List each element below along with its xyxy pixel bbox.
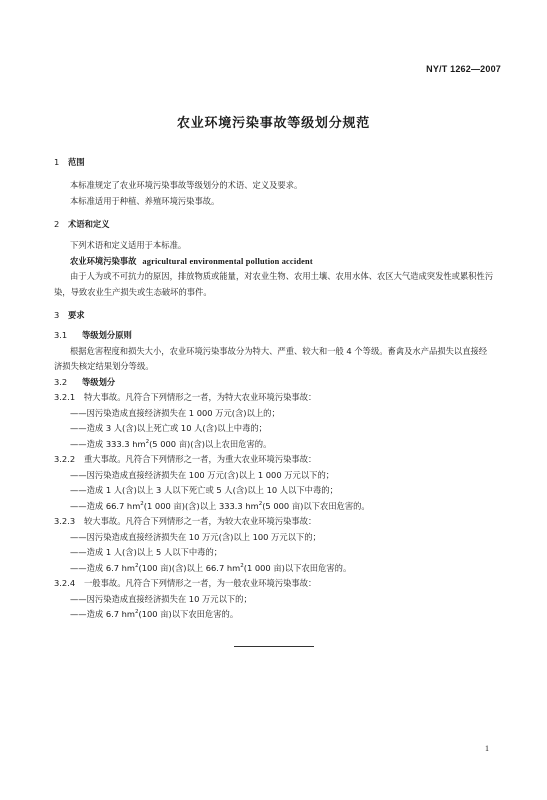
- page-number: 1: [485, 744, 489, 753]
- clause-3-2-2: [54, 452, 494, 468]
- subsection-title: 等级划分: [82, 376, 116, 387]
- section-number: 2: [54, 219, 60, 229]
- clause-number: 3.2.3: [54, 516, 76, 526]
- clause-lead: 特大事故。凡符合下列情形之一者，为特大农业环境污染事故：: [84, 392, 317, 402]
- clause-number: 3.2.1: [54, 392, 76, 402]
- clause-3-2-3: [54, 514, 494, 530]
- section-2-body: [54, 238, 494, 300]
- paragraph: 本标准规定了农业环境污染事故等级划分的术语、定义及要求。: [70, 180, 303, 190]
- superscript: 2: [240, 562, 244, 569]
- paragraph: 本标准适用于种植、养殖环境污染事故。: [70, 195, 220, 206]
- section-number: 3: [54, 310, 60, 320]
- text: (5 000 亩)(含)以上农田危害的。: [149, 438, 272, 449]
- section-title: 术语和定义: [68, 219, 110, 229]
- list-item: [54, 437, 494, 453]
- list-item: [54, 499, 494, 515]
- superscript: 2: [135, 609, 139, 616]
- paragraph: 根据危害程度和损失大小，农业环境污染事故分为特大、严重、较大和一般 4 个等级。畜禽及水产品损失以直接经济损失核定结果划分等级。: [54, 345, 488, 371]
- superscript: 2: [258, 500, 263, 507]
- text: (5 000 亩)以下农田危害的。: [262, 500, 370, 511]
- term-chinese: 农业环境污染事故: [70, 255, 137, 266]
- clause-lead: 一般事故。凡符合下列情形之一者，为一般农业环境污染事故：: [84, 578, 317, 588]
- list-item: ——因污染造成直接经济损失在 10 万元(含)以上 100 万元以下的；: [70, 531, 321, 542]
- text: ——造成 66.7 hm: [70, 500, 141, 511]
- text: (100 亩)(含)以上 66.7 hm: [138, 562, 241, 573]
- list-item: ——造成 1 人(含)以上 3 人以下死亡或 5 人(含)以上 10 人以下中毒的；: [70, 485, 338, 495]
- standard-code: NY/T 1262—2007: [426, 64, 501, 74]
- clause-number: 3.2.4: [54, 578, 76, 588]
- subsection-number: 3.1: [54, 330, 68, 340]
- section-3-body: [54, 328, 494, 623]
- list-item: ——造成 1 人(含)以上 5 人以下中毒的；: [70, 547, 223, 557]
- term-entry: [54, 254, 494, 270]
- section-1-body: [54, 178, 494, 209]
- subsection-3-2-heading: [54, 375, 494, 391]
- subsection-3-1-heading: [54, 328, 494, 344]
- subsection-number: 3.2: [54, 376, 68, 387]
- term-definition: 由于人为或不可抗力的原因，排放物质或能量，对农业生物、农用土壤、农用水体、农区大气造成突发性或累积性污染，导致农业生产损失或生态破坏的事件。: [54, 271, 494, 297]
- list-item: ——因污染造成直接经济损失在 10 万元以下的；: [70, 593, 252, 604]
- subsection-title: 等级划分原则: [82, 330, 132, 340]
- text: (1 000 亩)(含)以上 333.3 hm: [143, 500, 259, 511]
- term-english: agricultural environmental pollution accident: [142, 256, 313, 266]
- list-item: ——造成 3 人(含)以上死亡或 10 人(含)以上中毒的；: [70, 423, 267, 433]
- clause-lead: 较大事故。凡符合下列情形之一者，为较大农业环境污染事故：: [84, 516, 317, 526]
- document-title: 农业环境污染事故等级划分规范: [176, 116, 371, 131]
- section-number: 1: [54, 157, 60, 167]
- superscript: 2: [145, 438, 150, 445]
- end-rule: [234, 646, 314, 647]
- text: ——造成 6.7 hm: [70, 562, 135, 573]
- section-title: 范围: [68, 157, 85, 167]
- text: (100 亩)以下农田危害的。: [138, 609, 239, 619]
- clause-lead: 重大事故。凡符合下列情形之一者，为重大农业环境污染事故：: [84, 454, 317, 464]
- list-item: ——因污染造成直接经济损失在 100 万元(含)以上 1 000 万元以下的；: [70, 469, 335, 480]
- section-title: 要求: [68, 310, 85, 320]
- section-2-heading: [54, 218, 110, 230]
- superscript: 2: [135, 562, 139, 569]
- superscript: 2: [140, 500, 144, 507]
- clause-3-2-4: [54, 576, 494, 592]
- clause-3-2-1: [54, 390, 494, 406]
- text: ——造成 333.3 hm: [70, 438, 146, 449]
- list-item: [54, 561, 494, 577]
- clause-number: 3.2.2: [54, 454, 76, 464]
- list-item: [54, 607, 494, 623]
- text: (1 000 亩)以下农田危害的。: [243, 562, 352, 573]
- paragraph: 下列术语和定义适用于本标准。: [70, 240, 187, 250]
- section-1-heading: [54, 156, 85, 168]
- text: ——造成 6.7 hm: [70, 609, 135, 619]
- list-item: ——因污染造成直接经济损失在 1 000 万元(含)以上的；: [70, 407, 280, 418]
- section-3-heading: [54, 309, 85, 321]
